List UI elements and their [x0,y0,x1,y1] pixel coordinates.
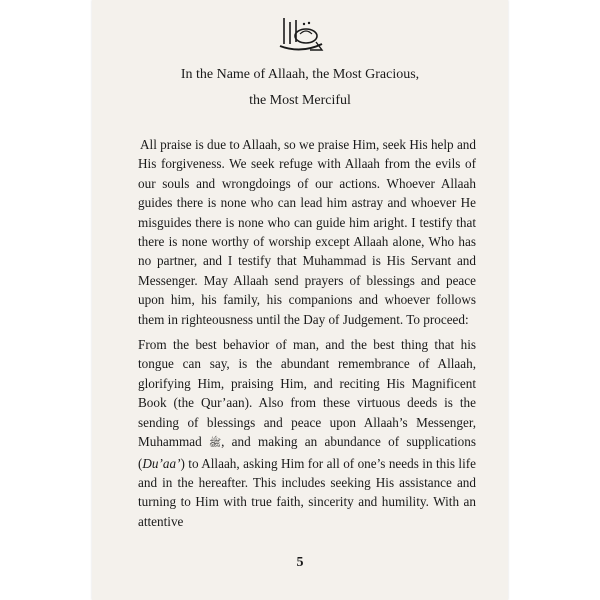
book-page [92,0,508,600]
paragraph-2 [138,335,476,531]
body-text [138,135,476,537]
bismillah-calligraphy-icon [276,14,326,54]
paragraph-2-part-1: From the best behavior of man, and the best thing that his tongue can say, is the abundant remembrance of Allaah, glorifying Him, praising Him, and reciting His Magnificent Book (the Qur’aan). Also from these virtuous deeds is the sending of blessings and peace upon Allaah’s Messenger, Muhammad [138,337,476,450]
paragraph-2-part-2: , and making an abundance of supplications ( [138,434,476,471]
paragraph-2-italic: Du’aa’ [142,455,181,471]
heading-line-2: the Most Merciful [249,93,351,108]
heading-line-1: In the Name of Allaah, the Most Gracious, [180,67,420,82]
paragraph-1: All praise is due to Allaah, so we praise Him, seek His help and His forgiveness. We seek refuge with Allaah from the evils of our souls and wrongdoings of our actions. Whoever Allaah guides there is none who can lead him astray and whoever He misguides there is none who can guide him aright. I testify that there is none worthy of worship except Allaah alone, Who has no partner, and I testify that Muhammad is His Servant and Messenger. May Allaah send prayers of blessings and peace upon him, his family, his companions and whoever follows them in righteousness until the Day of Judgement. To proceed: [138,137,476,327]
page-number: 5 [296,555,304,570]
paragraph-2-part-3: ) to Allaah, asking Him for all of one’s needs in this life and in the hereafter. This includes seeking His assistance and turning to Him with true faith, sincerity and humility. With an attentive [138,455,476,529]
salutation-icon: ﷺ [209,438,222,450]
